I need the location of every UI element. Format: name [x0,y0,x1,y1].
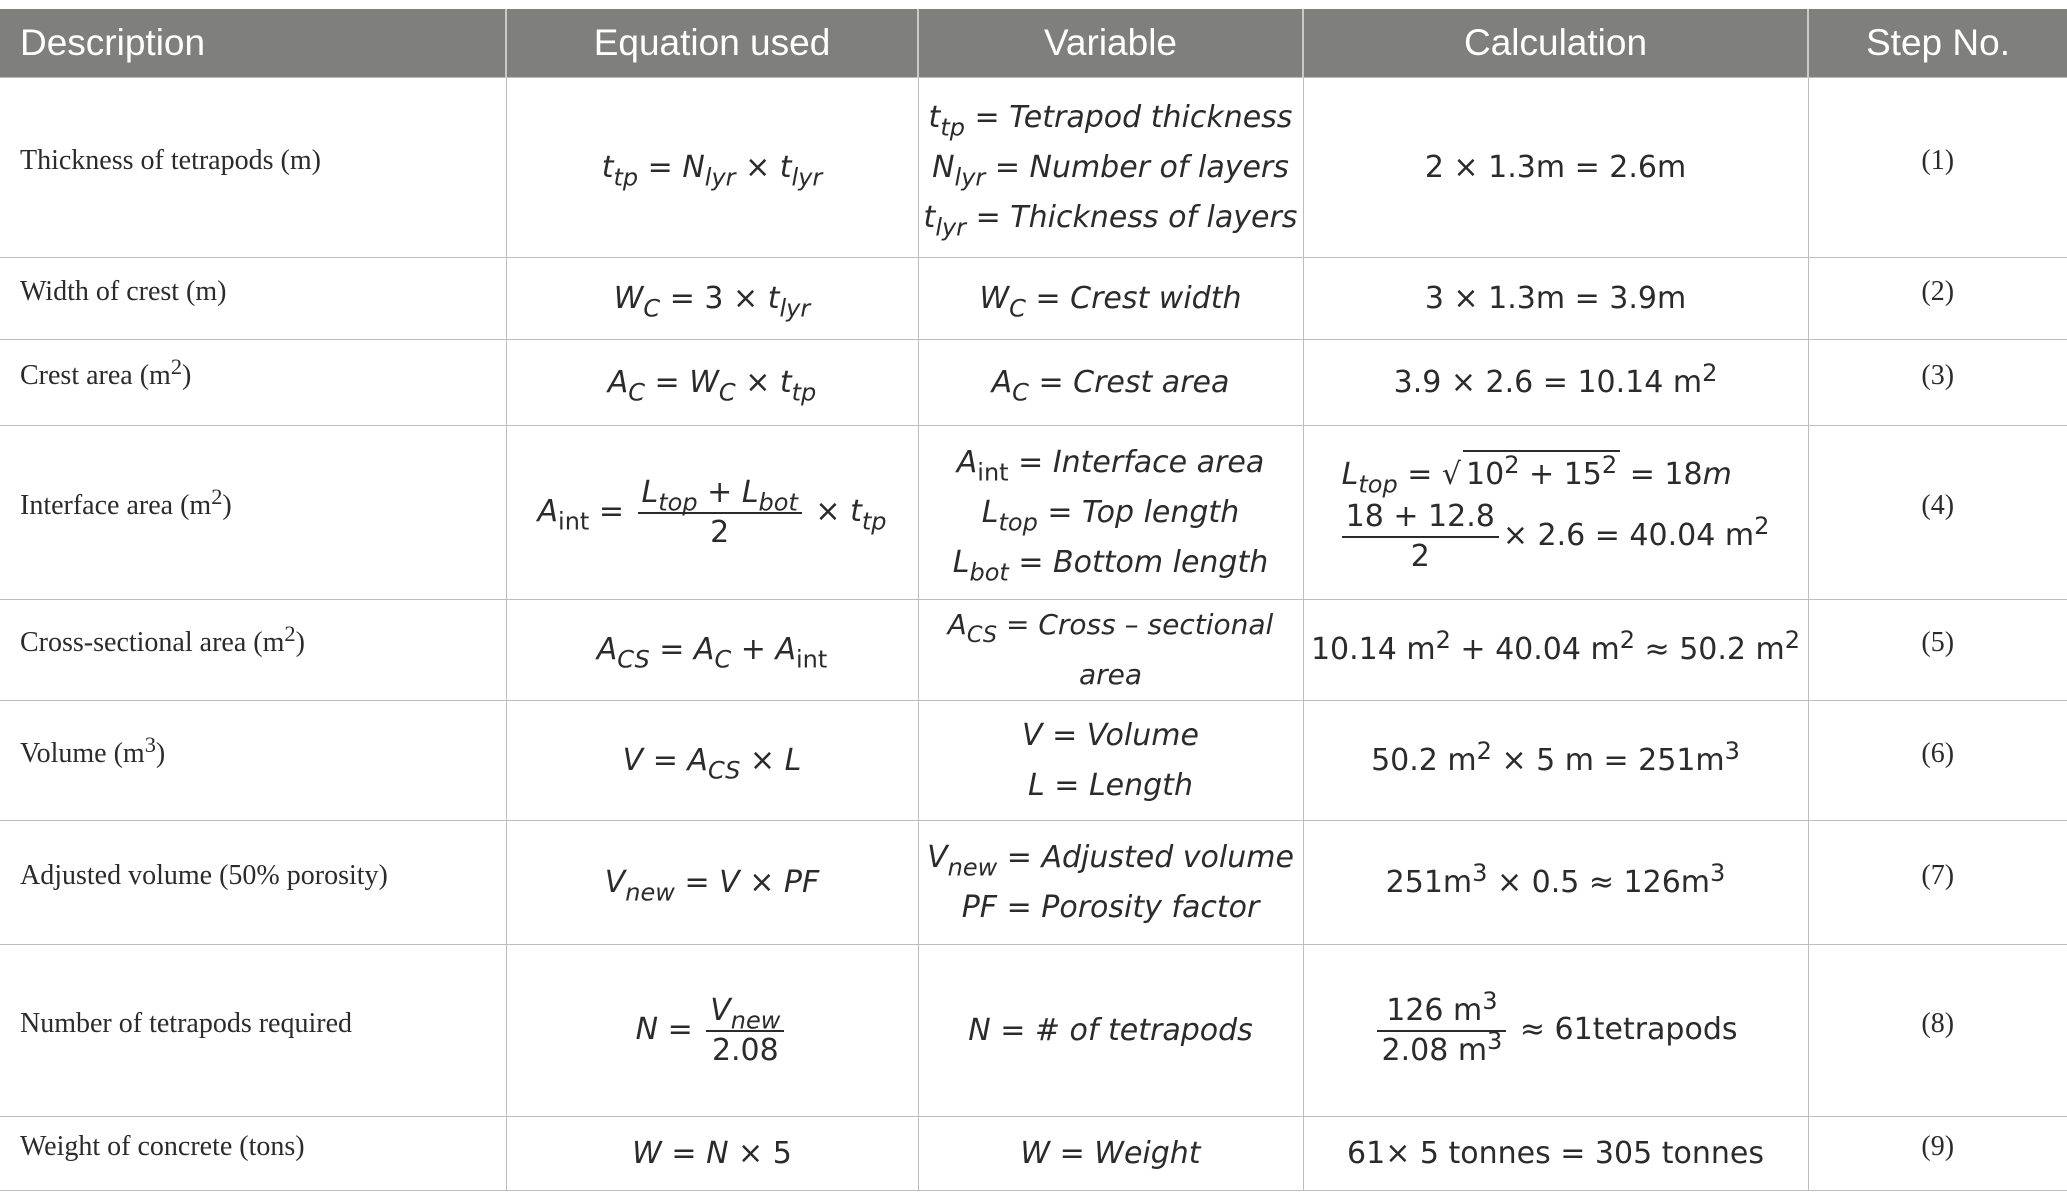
calculation-line: $L_{top}$ = √ $10^2 + 15^2 = 18m$ [1341,451,1732,499]
row-equation [506,701,918,821]
row-step: (3) [1808,340,2067,426]
equation: $A_{CS} = A_C + A_{int}$ [596,632,828,674]
variable-line: V = Volume [1022,717,1199,753]
table-row [0,258,2067,340]
variable-line: $t_{tp}$ = Tetrapod thickness [928,99,1293,141]
variable-line: N = # of tetrapods [968,1012,1253,1048]
row-description: Number of tetrapods required [0,945,506,1117]
variable-line: $A_{CS}$ = Cross – sectional area [947,608,1274,691]
row-step: (1) [1808,78,2067,258]
row-calculation: $\frac{126 m^3}{2.08 m^3}$ ≈ 61tetrapods [1303,945,1808,1117]
row-calculation: 3 × 1.3m = 3.9m [1303,258,1808,340]
row-calculation: $251m^3 \times 0.5 \approx 126m^3$ [1303,821,1808,945]
row-equation [506,821,918,945]
row-description: Thickness of tetrapods (m) [0,78,506,258]
sqrt-symbol: √ $10^2 + 15^2$ [1442,450,1620,498]
header-step: Step No. [1808,9,2067,78]
header-calculation: Calculation [1303,9,1808,78]
equation: $V = A_{CS} \times L$ [622,742,802,784]
row-step: (9) [1808,1117,2067,1191]
equation: $A_C = W_C \times t_{tp}$ [607,364,817,406]
variable-line: L = Length [1028,767,1193,803]
row-equation [506,78,918,258]
equation: N = $\frac{V_{new}}{2.08}$ [636,1012,789,1047]
row-calculation: 50.2 $m^2 \times 5$ $m = 251m^3$ [1303,701,1808,821]
row-step: (5) [1808,600,2067,701]
table-row [0,945,2067,1117]
variable-line: $L_{top}$ = Top length [981,494,1240,536]
variable-line: $A_{int}$ = Interface area [956,444,1265,486]
fraction: $\frac{126 m^3}{2.08 m^3}$ [1377,992,1506,1069]
table-row [0,340,2067,426]
variable-line: $V_{new}$ = Adjusted volume [927,839,1294,881]
calculation-table [0,9,2067,1191]
equation: $V_{new} = V$ × PF [604,864,820,906]
equation: $A_{int}$ = $\frac{L_{top} + L_{bot}}{2}$ × $t_{tp}$ [537,475,887,550]
equation: W = N × 5 [632,1135,792,1171]
row-variable [918,821,1303,945]
table-row [0,600,2067,701]
row-variable [918,426,1303,600]
table-header [0,9,2067,78]
row-description: Interface area $(m^2)$ [0,426,506,600]
calculation-stack [1342,450,1770,575]
row-calculation: 61× 5 tonnes = 305 tonnes [1303,1117,1808,1191]
row-description: Volume $(m^3)$ [0,701,506,821]
variable-line: W = Weight [1020,1135,1201,1171]
row-step: (2) [1808,258,2067,340]
fraction: $\frac{18 + 12.8}{2}$ [1342,498,1499,575]
table-row [0,1117,2067,1191]
row-description: Width of crest (m) [0,258,506,340]
header-description: Description [0,9,506,78]
header-equation: Equation used [506,9,918,78]
row-description: Weight of concrete (tons) [0,1117,506,1191]
row-calculation: 10.14 $m^2 + 40.04$ $m^2 \approx 50.2$ $m^2$ [1303,600,1808,701]
row-equation [506,258,918,340]
row-variable [918,1117,1303,1191]
row-variable [918,340,1303,426]
row-description: Adjusted volume (50% porosity) [0,821,506,945]
variable-line: $A_C$ = Crest area [991,364,1230,406]
row-step: (7) [1808,821,2067,945]
row-calculation [1303,426,1808,600]
table-row [0,821,2067,945]
fraction: $\frac{V_{new}}{2.08}$ [706,992,784,1069]
variable-line: $W_C$ = Crest width [979,280,1242,322]
row-variable [918,258,1303,340]
row-calculation: 2 × 1.3m = 2.6m [1303,78,1808,258]
header-variable: Variable [918,9,1303,78]
fraction: $\frac{L_{top} + L_{bot}}{2}$ [638,474,802,551]
row-variable [918,600,1303,701]
row-description: Crest area $(m^2)$ [0,340,506,426]
variable-line: PF = Porosity factor [961,889,1260,925]
table-body [0,78,2067,1191]
row-equation [506,340,918,426]
row-equation [506,600,918,701]
row-step: (4) [1808,426,2067,600]
variable-line: $t_{lyr}$ = Thickness of layers [923,199,1298,241]
header-row [0,9,2067,78]
variable-line: $N_{lyr}$ = Number of layers [932,149,1289,191]
row-calculation: 3.9 × 2.6 = 10.14 $m^2$ [1303,340,1808,426]
row-variable [918,78,1303,258]
row-equation [506,945,918,1117]
row-step: (8) [1808,945,2067,1117]
row-equation [506,1117,918,1191]
row-description: Cross-sectional area $(m^2)$ [0,600,506,701]
row-step: (6) [1808,701,2067,821]
table-row [0,426,2067,600]
variable-line: $L_{bot}$ = Bottom length [952,544,1269,586]
row-variable [918,701,1303,821]
table-row [0,701,2067,821]
calculation-line: $\frac{18 + 12.8}{2}$ × 2.6 = 40.04 $m^2$ [1342,498,1770,575]
table-row [0,78,2067,258]
row-equation [506,426,918,600]
equation: $W_C = 3 \times t_{lyr}$ [613,280,811,322]
row-variable [918,945,1303,1117]
equation: $t_{tp} = N_{lyr} \times t_{lyr}$ [601,149,823,191]
